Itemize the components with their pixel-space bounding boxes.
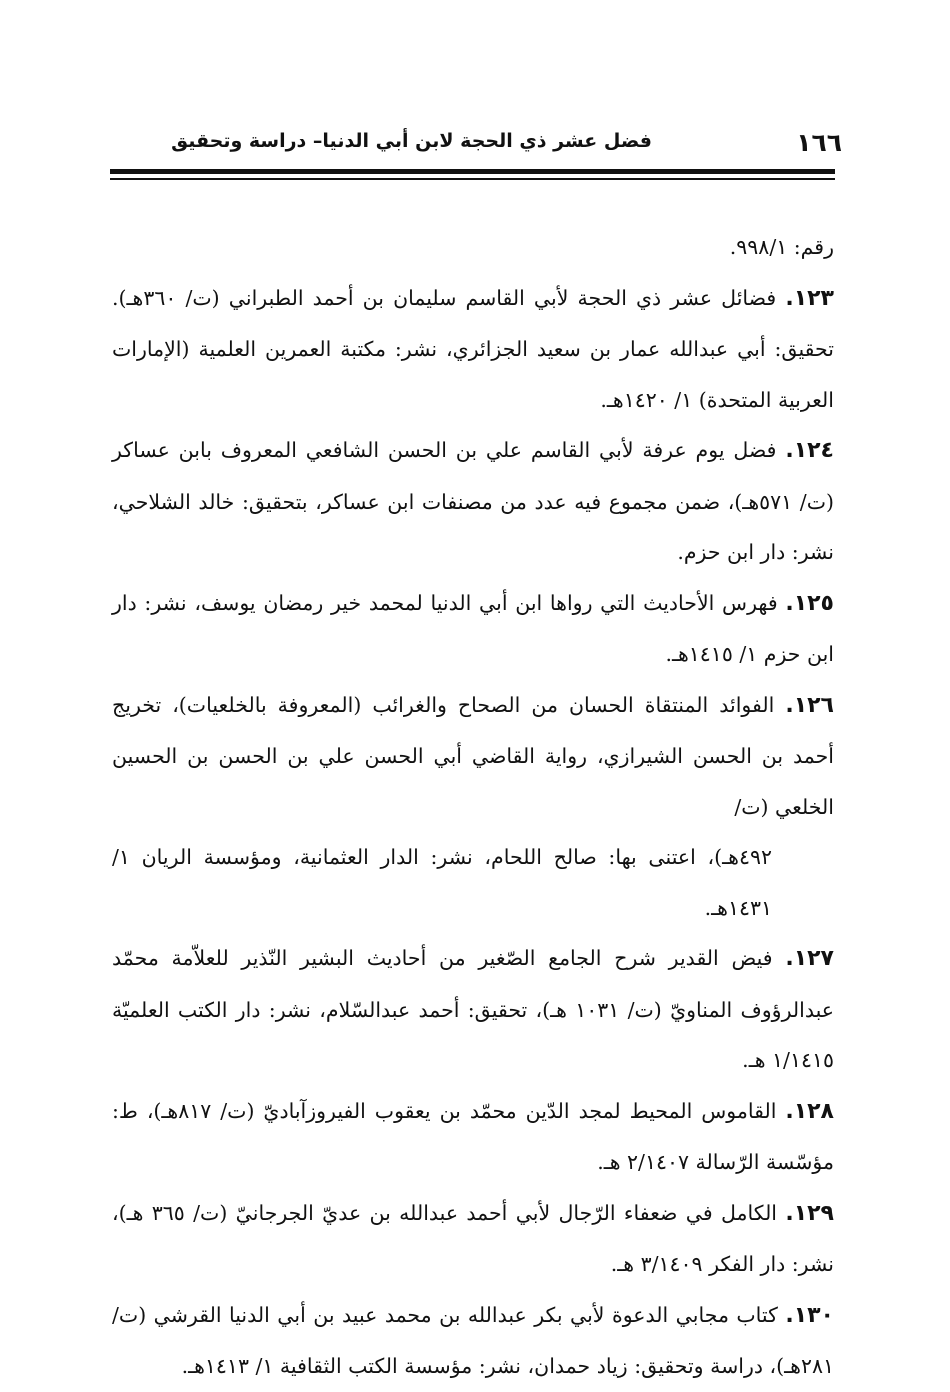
header-rule-thick [110, 169, 835, 174]
bibliography-list [112, 222, 834, 1392]
entry-details: نشر: دار الفكر ٣/١٤٠٩ هـ. [610, 1252, 834, 1276]
entry-details: تحقيق: أبي عبدالله عمار بن سعيد الجزائري، نشر: مكتبة العمرين العلمية (الإمارات العربية المتحدة) ١/ ١٤٢٠هـ. [112, 337, 834, 412]
entry-126-continuation: ٤٩٢هـ)، اعتنى بها: صالح اللحام، نشر: الدار العثمانية، ومؤسسة الريان ١/ ١٤٣١هـ. [112, 845, 772, 920]
entry-details: ٢٨١هـ)، دراسة وتحقيق: زياد حمدان، نشر: مؤسسة الكتب الثقافية ١/ ١٤١٣هـ. [181, 1354, 834, 1378]
entry-number: ١٢٥. [785, 590, 834, 616]
page-header [110, 128, 842, 160]
page-number: ١٦٦ [796, 128, 842, 157]
entry-number: ١٢٤. [785, 438, 834, 463]
entry-130 [112, 1290, 834, 1392]
entry-number: ١٢٩. [785, 1200, 834, 1226]
entry-details: عبدالرؤوف المناويّ (ت/ ١٠٣١ هـ)، تحقيق: أحمد عبدالسّلام، نشر: دار الكتب العلميّة ١/١٤١٥ هـ. [112, 997, 835, 1072]
entry-129 [112, 1188, 834, 1290]
entry-number: ١٣٠. [785, 1302, 834, 1328]
entry-title: فهرس الأحاديث التي رواها ابن أبي الدنيا لمحمد خير رمضان يوسف، نشر: دار [112, 590, 778, 615]
entry-details: الحسن الشيرازي، رواية القاضي أبي الحسن علي بن الحسن بن الحسين الخلعي (ت/ [112, 744, 834, 819]
entry-128 [112, 1086, 834, 1188]
entry-title: القاموس المحيط لمجد الدّين محمّد بن يعقوب الفيروزآباديّ (ت/ ٨١٧هـ)، ط: [112, 1098, 777, 1123]
entry-124 [112, 425, 834, 578]
entry-title: فضل يوم عرفة لأبي القاسم علي بن الحسن الشافعي المعروف بابن عساكر (ت/ [112, 438, 834, 514]
entry-details: ابن حزم ١/ ١٤١٥هـ. [665, 642, 834, 666]
entry-details: ٥٧١هـ)، ضمن مجموع فيه عدد من مصنفات ابن عساكر، بتحقيق: خالد الشلاحي، نشر: دار ابن حزم. [112, 489, 834, 564]
entry-title: الكامل في ضعفاء الرّجال لأبي أحمد عبدالله بن عديّ الجرجانيّ (ت/ ٣٦٥ هـ)، [112, 1200, 778, 1225]
entry-number: ١٢٧. [785, 946, 834, 971]
entry-title: كتاب مجابي الدعوة لأبي بكر عبدالله بن محمد عبيد بن أبي الدنيا القرشي (ت/ [112, 1302, 778, 1327]
entry-number: ١٢٣. [785, 285, 834, 311]
running-title: فضل عشر ذي الحجة لابن أبي الدنيا– دراسة وتحقيق [171, 130, 652, 152]
entry-number: ١٢٦. [785, 692, 834, 718]
entry-title: فضائل عشر ذي الحجة لأبي القاسم سليمان بن أحمد الطبراني (ت/ ٣٦٠هـ). [112, 285, 777, 310]
entry-127 [112, 933, 834, 1086]
entry-125 [112, 578, 834, 680]
continuation-line: رقم: ٩٩٨/١. [729, 235, 834, 259]
entry-126 [112, 680, 834, 833]
entry-number: ١٢٨. [785, 1098, 834, 1124]
entry-123 [112, 273, 834, 426]
header-rule-thin [110, 178, 835, 180]
entry-title: فيض القدير شرح الجامع الصّغير من أحاديث البشير النّذير للعلاّمة محمّد [112, 946, 773, 970]
entry-title: الفوائد المنتقاة الحسان من الصحاح والغرائب (المعروفة بالخلعيات)، تخريج أحمد بن [112, 692, 834, 768]
entry-details: مؤسّسة الرّسالة ٢/١٤٠٧ هـ. [597, 1150, 834, 1174]
